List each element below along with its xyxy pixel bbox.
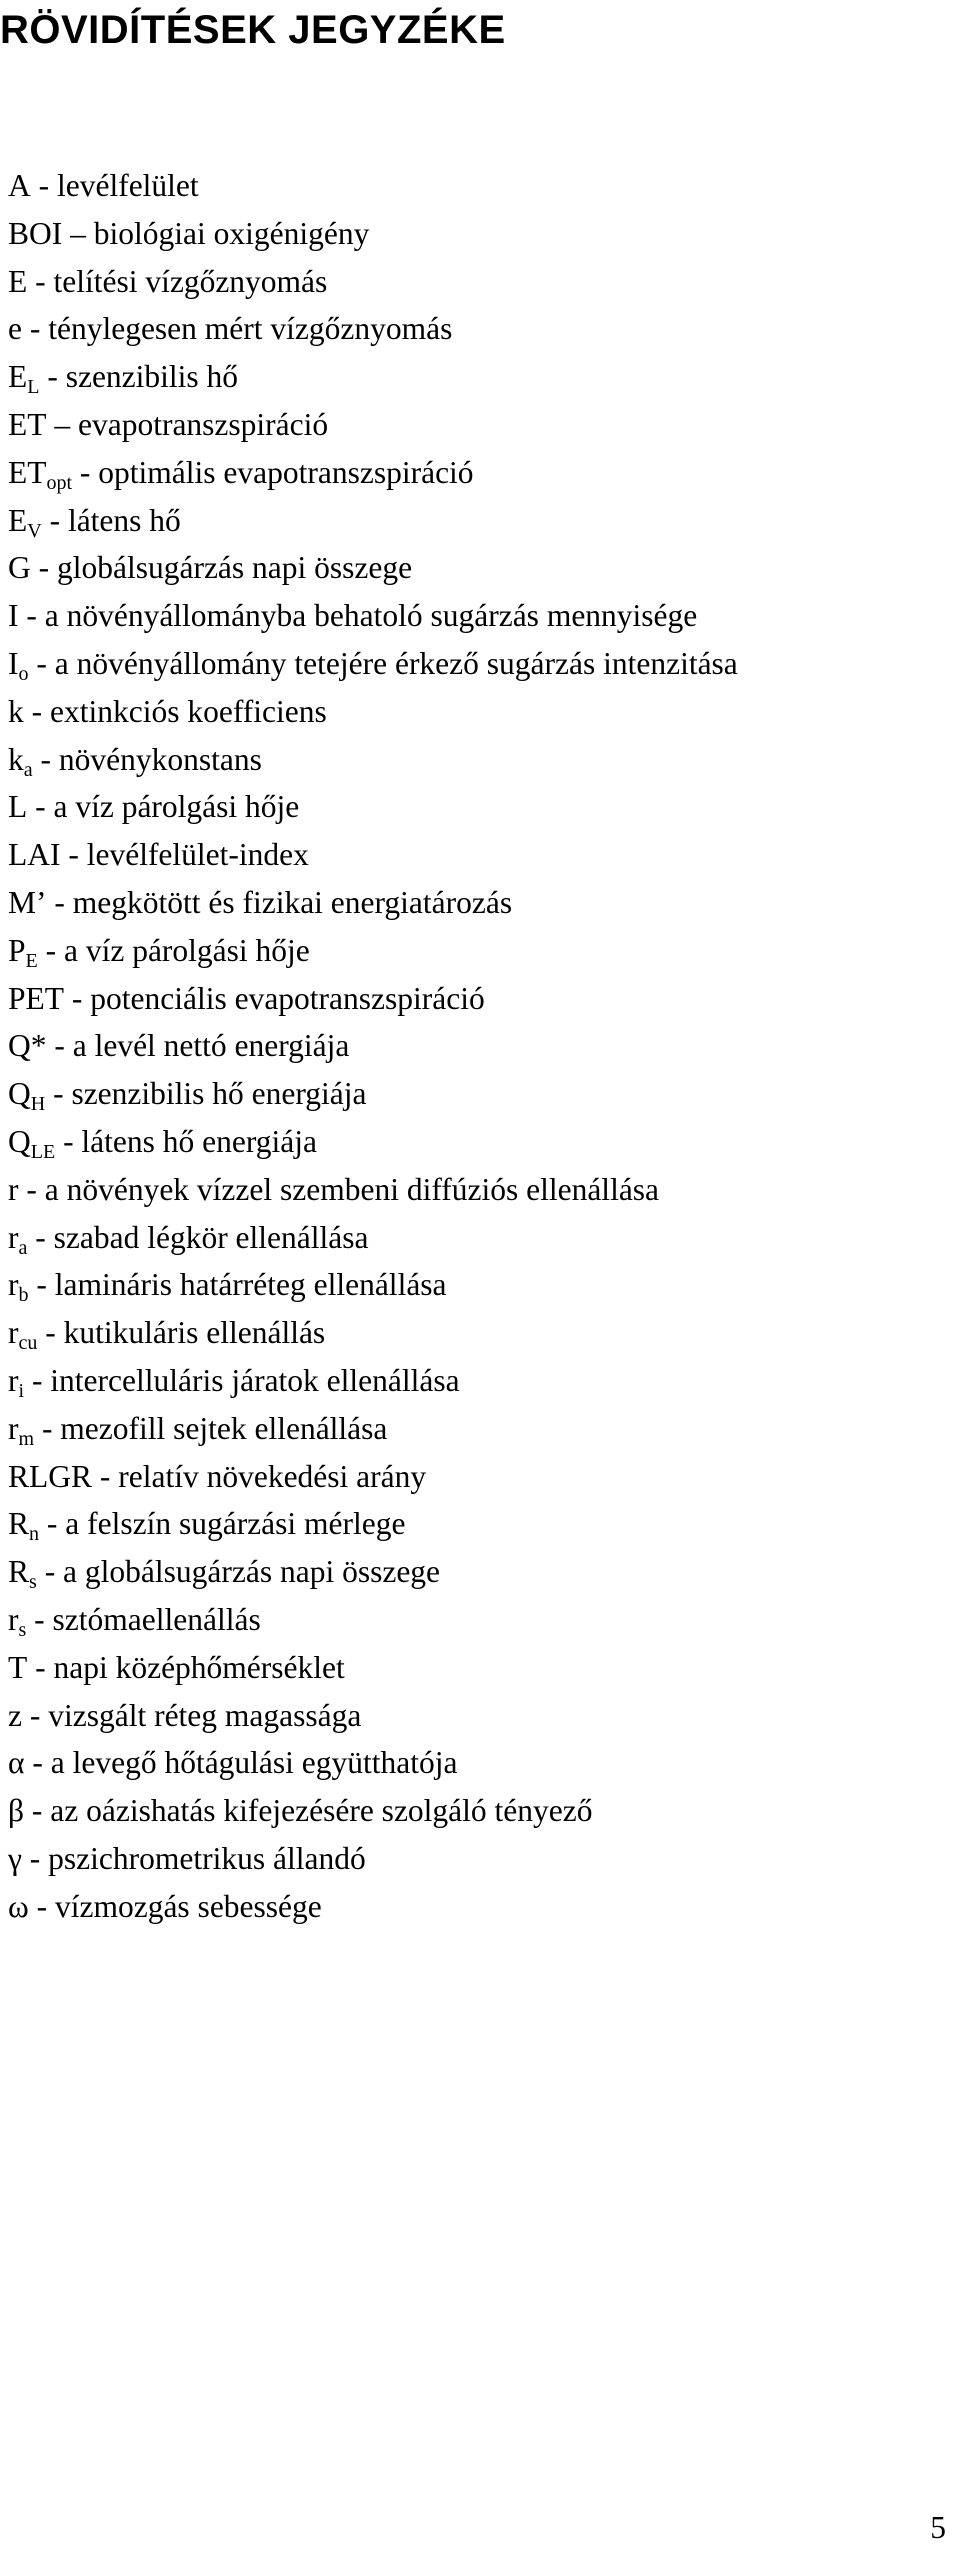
abbreviation-symbol: r	[8, 1219, 19, 1255]
abbreviation-description: - lamináris határréteg ellenállása	[28, 1267, 447, 1303]
abbreviation-subscript: L	[27, 376, 40, 399]
abbreviation-entry	[8, 1787, 953, 1835]
abbreviation-entry	[8, 544, 953, 592]
page-number: 5	[930, 2510, 946, 2545]
abbreviation-symbol: R	[8, 1506, 30, 1542]
abbreviation-symbol: r	[8, 1267, 19, 1303]
abbreviation-description: - a globálsugárzás napi összege	[36, 1554, 441, 1590]
abbreviation-description: - vízmozgás sebessége	[28, 1888, 322, 1924]
abbreviation-symbol: L	[8, 789, 28, 825]
abbreviation-symbol: M’	[8, 884, 47, 920]
abbreviation-description: - látens hő	[41, 502, 181, 538]
abbreviation-description: - levélfelület-index	[60, 837, 309, 873]
abbreviation-symbol: RLGR	[8, 1458, 93, 1494]
abbreviation-subscript: a	[23, 758, 33, 781]
abbreviation-subscript: s	[29, 1571, 37, 1594]
abbreviation-description: - megkötött és fizikai energiatározás	[46, 884, 513, 920]
abbreviation-subscript: opt	[46, 471, 73, 494]
abbreviation-description: - sztómaellenállás	[26, 1601, 261, 1637]
abbreviation-subscript: b	[18, 1284, 29, 1307]
abbreviation-entry	[8, 162, 953, 210]
abbreviation-symbol: ET	[8, 454, 47, 490]
abbreviation-entry	[8, 1548, 953, 1596]
abbreviation-entry	[8, 1357, 953, 1405]
abbreviation-symbol: r	[8, 1171, 19, 1207]
abbreviation-entry	[8, 592, 953, 640]
abbreviation-entry	[8, 497, 953, 545]
abbreviation-symbol: k	[8, 693, 24, 729]
abbreviation-subscript: i	[18, 1379, 25, 1402]
abbreviation-entry	[8, 1500, 953, 1548]
abbreviation-description: - intercelluláris járatok ellenállása	[24, 1362, 460, 1398]
abbreviation-symbol: r	[8, 1601, 19, 1637]
abbreviation-symbol: A	[8, 168, 31, 203]
abbreviation-description: - szabad légkör ellenállása	[27, 1219, 369, 1255]
abbreviation-subscript: o	[18, 662, 29, 685]
abbreviation-entry	[8, 258, 953, 306]
abbreviation-symbol: r	[8, 1410, 19, 1446]
abbreviation-entry	[8, 1118, 953, 1166]
abbreviation-entry	[8, 401, 953, 449]
abbreviation-symbol: ω	[8, 1888, 29, 1924]
abbreviation-symbol: E	[8, 359, 28, 395]
abbreviation-entry	[8, 640, 953, 688]
abbreviation-description: - a levegő hőtágulási együtthatója	[24, 1745, 458, 1781]
abbreviation-entry	[8, 879, 953, 927]
abbreviation-description: - ténylegesen mért vízgőznyomás	[21, 311, 453, 347]
abbreviation-entry	[8, 688, 953, 736]
abbreviation-entry	[8, 1309, 953, 1357]
abbreviation-symbol: k	[8, 741, 24, 777]
abbreviation-symbol: G	[8, 550, 31, 586]
abbreviation-description: – biológiai oxigénigény	[62, 215, 370, 251]
abbreviation-description: - napi középhőmérséklet	[27, 1649, 345, 1685]
abbreviation-symbol: T	[8, 1649, 28, 1685]
abbreviation-description: - növénykonstans	[32, 741, 262, 777]
abbreviation-description: - a növényállomány tetejére érkező sugárzás intenzitása	[28, 645, 738, 681]
abbreviation-subscript: m	[18, 1427, 35, 1450]
abbreviation-subscript: E	[25, 949, 38, 972]
abbreviation-entry	[8, 353, 953, 401]
abbreviation-subscript: s	[18, 1618, 27, 1641]
abbreviation-description: - a levél nettó energiája	[46, 1028, 350, 1064]
abbreviation-symbol: e	[8, 311, 22, 347]
abbreviation-subscript: LE	[30, 1140, 56, 1163]
abbreviation-symbol: Q	[8, 1076, 31, 1112]
abbreviation-entry	[8, 1261, 953, 1309]
abbreviation-subscript: H	[30, 1093, 46, 1116]
abbreviation-symbol: r	[8, 1315, 19, 1351]
abbreviation-symbol: β	[8, 1793, 25, 1829]
abbreviation-entry	[8, 1453, 953, 1501]
abbreviation-entry	[8, 305, 953, 353]
abbreviation-entry	[8, 449, 953, 497]
abbreviation-entry	[8, 927, 953, 975]
abbreviation-entry	[8, 736, 953, 784]
abbreviation-description: - a felszín sugárzási mérlege	[39, 1506, 406, 1542]
abbreviation-entry	[8, 1070, 953, 1118]
abbreviation-entry	[8, 1596, 953, 1644]
abbreviation-entry	[8, 1214, 953, 1262]
abbreviation-entry	[8, 1883, 953, 1931]
abbreviation-symbol: r	[8, 1362, 19, 1398]
abbreviation-description: - a víz párolgási hője	[27, 789, 300, 825]
abbreviation-symbol: I	[8, 645, 19, 681]
abbreviation-entry	[8, 1022, 953, 1070]
abbreviation-entry	[8, 210, 953, 258]
abbreviation-description: - extinkciós koefficiens	[23, 693, 327, 729]
abbreviation-symbol: BOI	[8, 215, 63, 251]
abbreviation-entry	[8, 1405, 953, 1453]
abbreviation-entry	[8, 975, 953, 1023]
abbreviation-description: - a víz párolgási hője	[37, 932, 310, 968]
abbreviation-symbol: γ	[8, 1840, 22, 1876]
abbreviation-description: - vizsgált réteg magassága	[21, 1697, 362, 1733]
abbreviation-description: - globálsugárzás napi összege	[30, 550, 413, 586]
abbreviation-symbol: Q	[8, 1123, 31, 1159]
abbreviation-description: - potenciális evapotranszspiráció	[64, 980, 485, 1016]
abbreviation-description: - levélfelület	[30, 168, 199, 203]
abbreviation-description: - a növények vízzel szembeni diffúziós ellenállása	[18, 1171, 660, 1207]
abbreviation-description: - kutikuláris ellenállás	[37, 1315, 326, 1351]
abbreviation-description: - mezofill sejtek ellenállása	[34, 1410, 388, 1446]
abbreviation-entry	[8, 783, 953, 831]
abbreviation-entry	[8, 1692, 953, 1740]
abbreviation-entry	[8, 1739, 953, 1787]
abbreviation-symbol: I	[8, 598, 19, 634]
abbreviation-description: - látens hő energiája	[55, 1123, 318, 1159]
abbreviation-symbol: E	[8, 502, 28, 538]
abbreviation-description: - szenzibilis hő energiája	[45, 1076, 367, 1112]
abbreviation-symbol: PET	[8, 980, 65, 1016]
abbreviation-symbol: z	[8, 1697, 22, 1733]
abbreviation-subscript: n	[29, 1523, 40, 1546]
abbreviation-entry	[8, 1835, 953, 1883]
abbreviation-description: - optimális evapotranszspiráció	[72, 454, 474, 490]
abbreviation-entry	[8, 1166, 953, 1214]
page-title: RÖVIDÍTÉSEK JEGYZÉKE	[0, 8, 506, 52]
abbreviation-description: - relatív növekedési arány	[92, 1458, 427, 1494]
abbreviation-list	[8, 162, 953, 1930]
abbreviation-symbol: ET	[8, 406, 47, 442]
abbreviation-subscript: V	[27, 519, 42, 542]
abbreviation-subscript: a	[18, 1236, 28, 1259]
abbreviation-description: - az oázishatás kifejezésére szolgáló tényező	[24, 1793, 593, 1829]
abbreviation-symbol: LAI	[8, 837, 61, 873]
abbreviation-symbol: Q*	[8, 1028, 47, 1064]
abbreviation-description: - telítési vízgőznyomás	[27, 263, 328, 299]
abbreviation-entry	[8, 831, 953, 879]
abbreviation-description: - a növényállományba behatoló sugárzás mennyisége	[18, 598, 698, 634]
abbreviation-subscript: cu	[18, 1332, 38, 1355]
abbreviation-symbol: R	[8, 1554, 30, 1590]
abbreviation-symbol: E	[8, 263, 28, 299]
abbreviation-description: – evapotranszspiráció	[46, 406, 329, 442]
abbreviation-symbol: α	[8, 1745, 25, 1781]
abbreviation-description: - pszichrometrikus állandó	[21, 1840, 366, 1876]
abbreviation-entry	[8, 1644, 953, 1692]
abbreviation-symbol: P	[8, 932, 26, 968]
abbreviation-description: - szenzibilis hő	[39, 359, 239, 395]
